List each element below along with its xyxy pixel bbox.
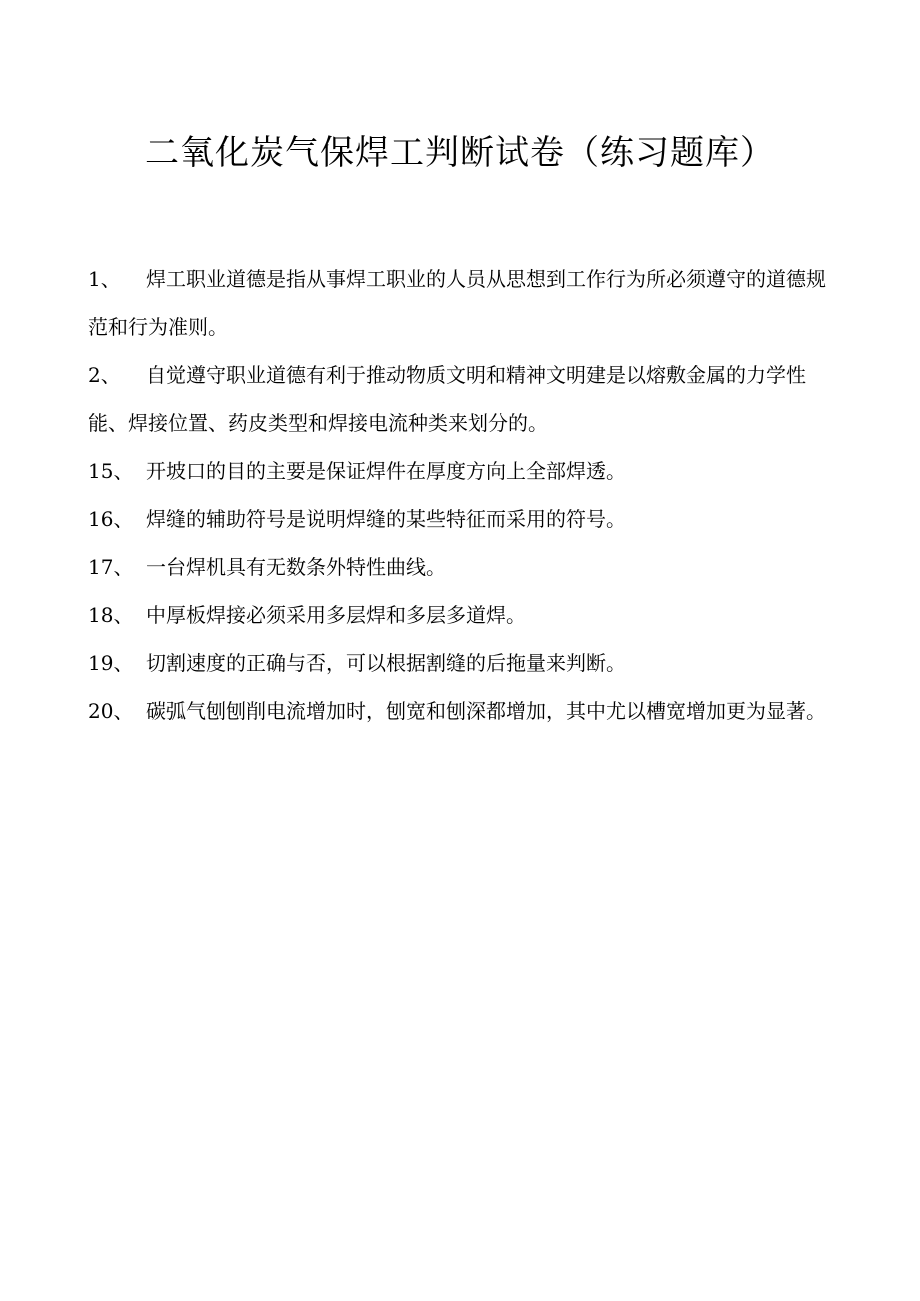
question-number: 19、 (88, 651, 134, 675)
question-number: 2、 (88, 363, 121, 387)
question-text: 一台焊机具有无数条外特性曲线。 (146, 555, 446, 579)
page-title: 二氧化炭气保焊工判断试卷（练习题库） (145, 133, 775, 173)
question-item (88, 255, 828, 351)
question-text: 开坡口的目的主要是保证焊件在厚度方向上全部焊透。 (146, 459, 626, 483)
question-text: 自觉遵守职业道德有利于推动物质文明和精神文明建是以熔敷金属的力学性能、焊接位置、药皮类型和焊接电流种类来划分的。 (88, 363, 806, 435)
question-text: 焊工职业道德是指从事焊工职业的人员从思想到工作行为所必须遵守的道德规范和行为准则。 (88, 267, 826, 339)
question-item (88, 495, 828, 543)
question-text: 焊缝的辅助符号是说明焊缝的某些特征而采用的符号。 (146, 507, 626, 531)
question-text: 中厚板焊接必须采用多层焊和多层多道焊。 (146, 603, 526, 627)
question-text: 碳弧气刨刨削电流增加时，刨宽和刨深都增加，其中尤以槽宽增加更为显著。 (146, 699, 826, 723)
question-item (88, 447, 828, 495)
question-number: 16、 (88, 507, 134, 531)
question-number: 18、 (88, 603, 134, 627)
question-text: 切割速度的正确与否，可以根据割缝的后拖量来判断。 (146, 651, 626, 675)
question-item (88, 351, 828, 447)
question-item (88, 687, 828, 735)
question-item (88, 591, 828, 639)
question-list (88, 255, 828, 735)
question-number: 15、 (88, 459, 134, 483)
question-item (88, 639, 828, 687)
question-number: 1、 (88, 267, 121, 291)
question-number: 17、 (88, 555, 134, 579)
question-item (88, 543, 828, 591)
question-number: 20、 (88, 699, 134, 723)
